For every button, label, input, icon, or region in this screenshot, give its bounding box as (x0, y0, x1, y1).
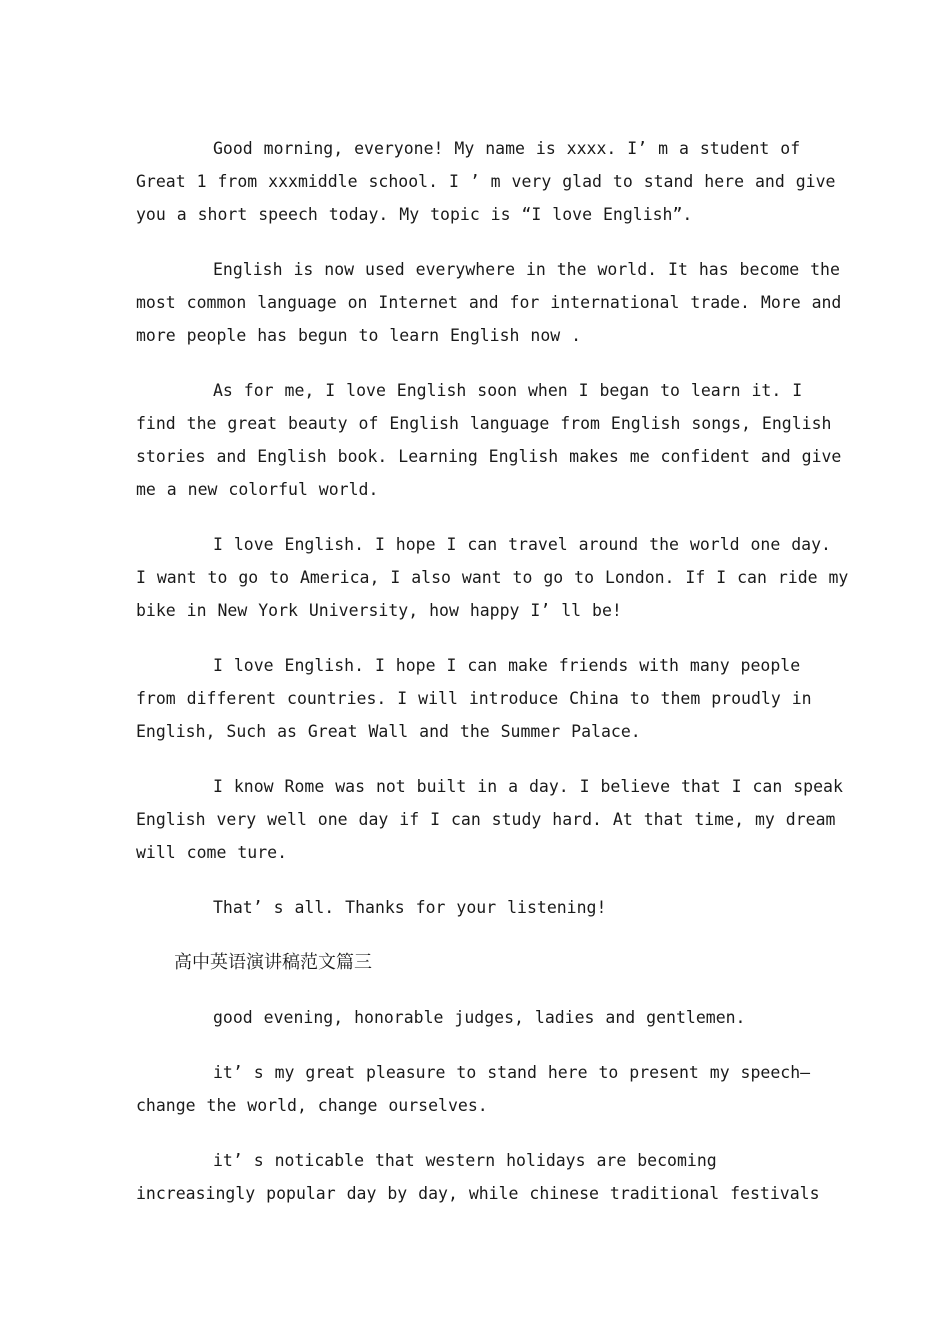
paragraph-greeting (136, 1001, 816, 1034)
text-line: from different countries. I will introduce China to them proudly in (136, 689, 812, 708)
paragraph-rome (136, 770, 843, 869)
paragraph-holidays (136, 1144, 820, 1210)
paragraph-closing (136, 891, 816, 924)
text-line: I love English. I hope I can make friends with many people (213, 656, 801, 675)
text-line: English very well one day if I can study hard. At that time, my dream (136, 810, 836, 829)
text-line: I want to go to America, I also want to go to London. If I can ride my (136, 568, 849, 587)
paragraph-english-everywhere (136, 253, 842, 352)
text-line: most common language on Internet and for international trade. More and (136, 293, 842, 312)
text-line: you a short speech today. My topic is “I love English”. (136, 205, 693, 224)
text-line: English, Such as Great Wall and the Summer Palace. (136, 722, 641, 741)
text-line: As for me, I love English soon when I began to learn it. I (213, 381, 803, 400)
text-line: me a new colorful world. (136, 480, 379, 499)
text-line: stories and English book. Learning English makes me confident and give (136, 447, 842, 466)
document-body (136, 132, 849, 1232)
text-line: change the world, change ourselves. (136, 1096, 488, 1115)
paragraph-friends (136, 649, 816, 748)
text-line: will come ture. (136, 843, 288, 862)
text-line: increasingly popular day by day, while chinese traditional festivals (136, 1184, 820, 1203)
paragraph-pleasure (136, 1056, 816, 1122)
paragraph-as-for-me (136, 374, 842, 506)
text-line: good evening, honorable judges, ladies and gentlemen. (213, 1008, 746, 1027)
text-line: it’ s noticable that western holidays are becoming (213, 1151, 717, 1170)
text-line: Great 1 from xxxmiddle school. I ’ m very glad to stand here and give (136, 172, 836, 191)
text-line: it’ s my great pleasure to stand here to present my speech— (213, 1063, 811, 1082)
text-line: more people has begun to learn English now . (136, 326, 582, 345)
text-line: I know Rome was not built in a day. I believe that I can speak (213, 777, 843, 796)
text-line: I love English. I hope I can travel around the world one day. (213, 535, 831, 554)
paragraph-travel (136, 528, 849, 627)
text-line: English is now used everywhere in the world. It has become the (213, 260, 840, 279)
text-line: Good morning, everyone! My name is xxxx. I’ m a student of (213, 139, 801, 158)
text-line: That’ s all. Thanks for your listening! (213, 898, 607, 917)
text-line: find the great beauty of English language from English songs, English (136, 414, 832, 433)
section-heading: 高中英语演讲稿范文篇三 (174, 952, 372, 973)
text-line: bike in New York University, how happy I’ ll be! (136, 601, 622, 620)
paragraph-intro (136, 132, 836, 231)
